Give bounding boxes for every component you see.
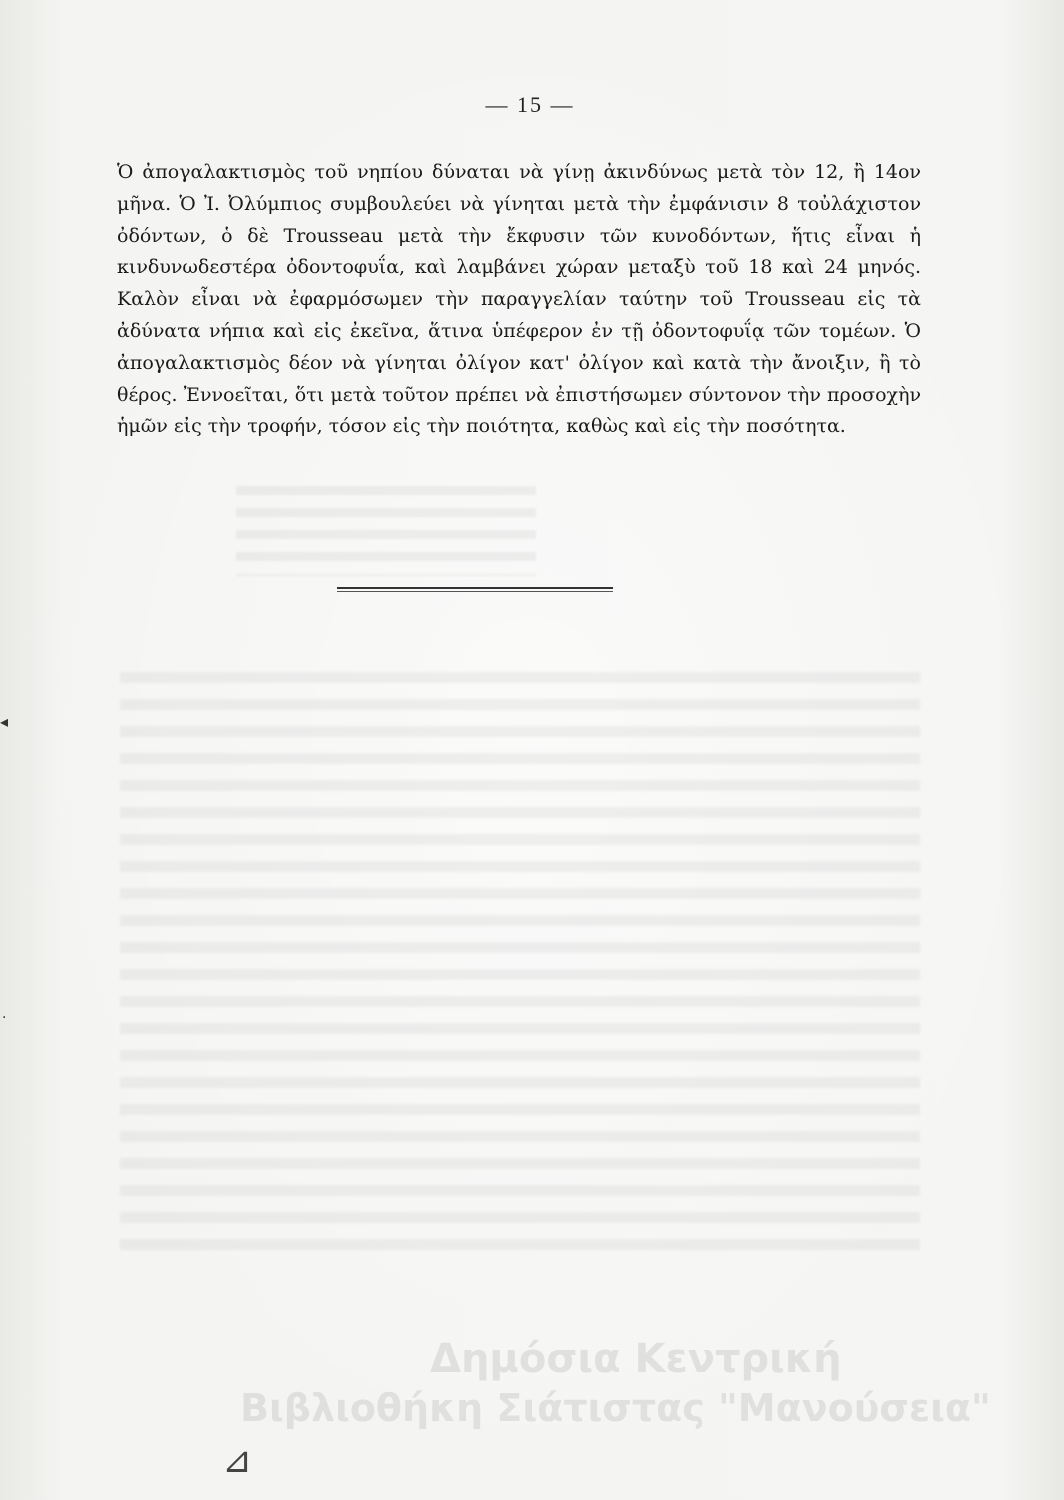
bleed-through-text-body (120, 672, 920, 1262)
bleed-through-text-top (236, 486, 536, 576)
library-watermark-line2: Βιβλιοθήκη Σιάτιστας "Μανούσεια" (240, 1386, 991, 1430)
body-paragraph: Ὁ ἀπογαλακτισμὸς τοῦ νηπίου δύναται νὰ γίνῃ ἀκινδύνως μετὰ τὸν 12, ἢ 14ον μῆνα. Ὁ Ἰ. Ὀλύμπιος συμβουλεύει νὰ γίνηται μετὰ τὴν ἐμφάνισιν 8 τοὐλάχιστον ὀδόντων, ὁ δὲ Trousseau μετὰ τὴν ἔκφυσιν τῶν κυνοδόντων, ἥτις εἶναι ἡ κινδυνωδεστέρα ὀδοντοφυΐα, καὶ λαμβάνει χώραν μεταξὺ τοῦ 18 καὶ 24 μηνός. Καλὸν εἶναι νὰ ἐφαρμόσωμεν τὴν παραγγελίαν ταύτην τοῦ Trousseau εἰς τὰ ἀδύνατα νήπια καὶ εἰς ἐκεῖνα, ἅτινα ὑπέφερον ἐν τῇ ὀδοντοφυΐᾳ τῶν τομέων. Ὁ ἀπογαλακτισμὸς δέον νὰ γίνηται ὀλίγον κατ' ὀλίγον καὶ κατὰ τὴν ἄνοιξιν, ἢ τὸ θέρος. Ἐννοεῖται, ὅτι μετὰ τοῦτον πρέπει νὰ ἐπιστήσωμεν σύντονον τὴν προσοχὴν ἡμῶν εἰς τὴν τροφήν, τόσον εἰς τὴν ποιότητα, καθὼς καὶ εἰς τὴν ποσότητα. (117, 161, 921, 438)
page-number: — 15 — (485, 92, 575, 117)
section-divider-rule (337, 587, 613, 592)
pencil-mark-icon: ⊿ (222, 1440, 253, 1481)
margin-mark-icon: ◂ (0, 712, 9, 731)
margin-mark-icon: · (2, 1010, 7, 1026)
library-watermark-line1: Δημόσια Κεντρική (430, 1336, 842, 1382)
